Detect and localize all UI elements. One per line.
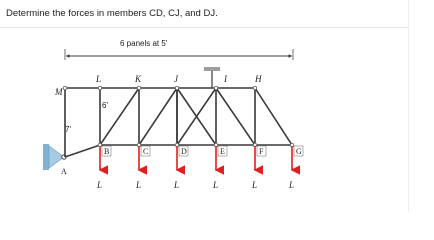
node-label-c: C <box>143 147 149 156</box>
node-label-g: G <box>296 147 302 156</box>
height-inner-label: 6' <box>102 101 108 110</box>
span-dimension <box>65 49 293 60</box>
load-label: L <box>174 180 180 190</box>
load-label: L <box>213 180 219 190</box>
node-label-e: E <box>220 147 225 156</box>
node-label-i: I <box>224 74 227 84</box>
load-label: L <box>252 180 258 190</box>
node-label-m: M <box>55 87 63 97</box>
node-label-f: F <box>259 147 264 156</box>
node-label-d: D <box>181 147 187 156</box>
load-label: L <box>136 180 142 190</box>
node-label-h: H <box>255 74 262 84</box>
hanger <box>204 67 220 88</box>
node-label-j: J <box>174 74 178 84</box>
node-label-a: A <box>61 167 67 176</box>
span-label: 6 panels at 5' <box>120 39 168 48</box>
load-label: L <box>97 180 103 190</box>
node-label-l: L <box>96 74 102 84</box>
node-label-k: K <box>135 74 142 84</box>
question-text: Determine the forces in members CD, CJ, and DJ. <box>6 8 218 19</box>
load-label: L <box>289 180 295 190</box>
node-label-b: B <box>104 147 110 156</box>
height-outer-label: 7' <box>65 125 71 134</box>
bottom-node-boxes <box>102 146 303 156</box>
